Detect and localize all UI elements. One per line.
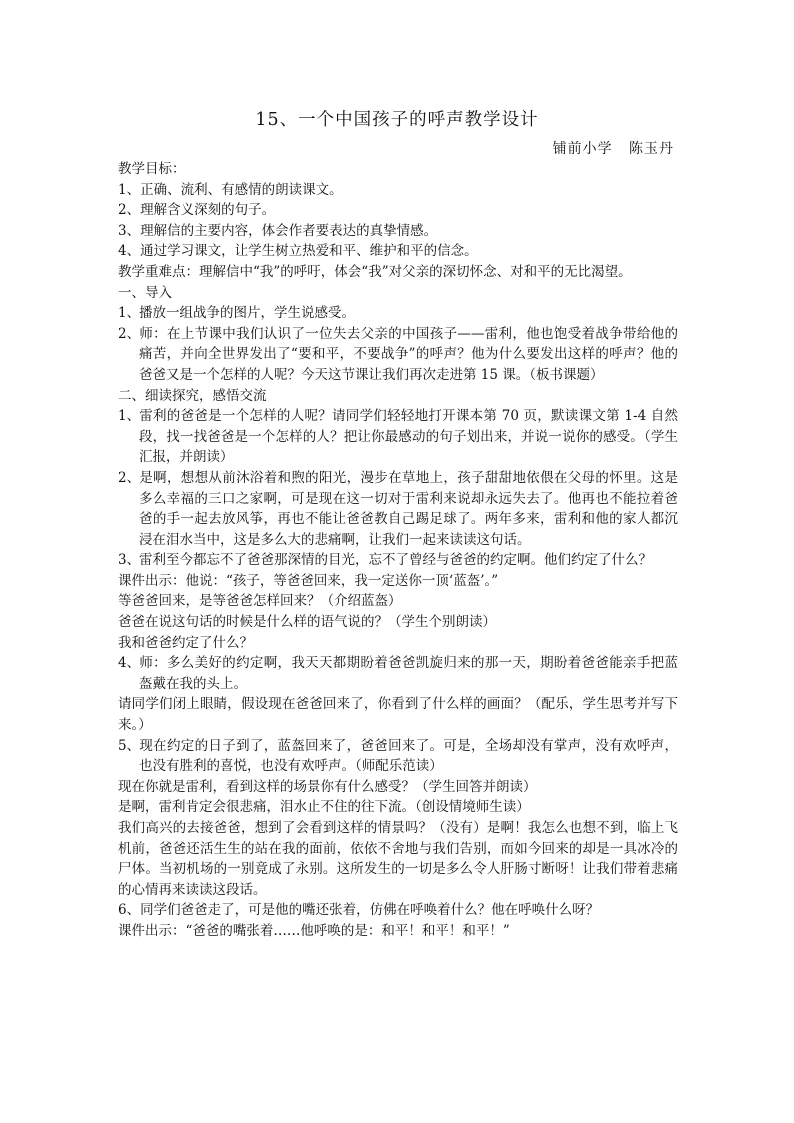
goal-item: 1、正确、流利、有感情的朗读课文。 [118, 181, 343, 198]
body-line: 6、同学们爸爸走了，可是他的嘴还张着，仿佛在呼唤着什么？他在呼唤什么呀？ [118, 902, 600, 919]
body-line: 我们高兴的去接爸爸，想到了会看到这样的情景吗？（没有）是啊！我怎么也想不到，临上飞机前，爸爸还活生生的站在我的面前，依依不舍地与我们告别，而如今回来的却是一具冰冷的尸体。当初机场的一别竟成了永别。这所发生的一切是多么令人肝肠寸断呀！让我们带着悲痛的心情再来读读这段话。 [118, 820, 678, 898]
body-line: 请同学们闭上眼睛，假设现在爸爸回来了，你看到了什么样的画面？（配乐，学生思考并写下来。） [118, 696, 678, 734]
list-number: 5、 [118, 737, 141, 754]
body-line: 爸爸在说这句话的时候是什么样的语气说的？（学生个别朗读） [118, 614, 496, 631]
body-line: 课件出示：他说：“孩子，等爸爸回来，我一定送你一顶‘蓝盔’。” [118, 572, 499, 589]
body-line: 等爸爸回来，是等爸爸怎样回来？（介绍蓝盔） [118, 593, 402, 610]
list-number: 2、 [118, 469, 141, 486]
goal-item: 2、理解含义深刻的句子。 [118, 202, 276, 219]
list-item [118, 303, 678, 324]
list-item [118, 736, 678, 777]
body-line: 现在你就是雷利，看到这样的场景你有什么感受？（学生回答并朗读） [118, 778, 537, 795]
list-item [118, 406, 678, 468]
goal-item: 4、通过学习课文，让学生树立热爱和平、维护和平的信念。 [118, 243, 478, 260]
list-number: 3、 [118, 552, 141, 569]
list-number: 2、 [118, 325, 141, 342]
list-number: 1、 [118, 408, 141, 425]
goals-heading: 教学目标： [118, 161, 186, 177]
key-points: 教学重难点：理解信中“我”的呼吁，体会“我”对父亲的深切怀念、对和平的无比渴望。 [118, 263, 632, 280]
section-heading: 一、导入 [118, 284, 172, 301]
page-title: 15、一个中国孩子的呼声教学设计 [255, 110, 539, 130]
list-item [118, 550, 678, 571]
section-heading: 二、细读探究，感悟交流 [118, 387, 267, 404]
body-line: 我和爸爸约定了什么？ [118, 634, 253, 651]
list-text: 雷利至今都忘不了爸爸那深情的目光，忘不了曾经与爸爸的约定啊。他们约定了什么？ [139, 552, 652, 569]
list-text: 现在约定的日子到了，蓝盔回来了，爸爸回来了。可是，全场却没有掌声，没有欢呼声，也没有胜利的喜悦，也没有欢呼声。（师配乐范读） [139, 737, 678, 775]
goal-item: 3、理解信的主要内容，体会作者要表达的真挚情感。 [118, 222, 438, 239]
list-item [118, 653, 678, 694]
list-text: 是啊，想想从前沐浴着和煦的阳光，漫步在草地上，孩子甜甜地依偎在父母的怀里。这是多么幸福的三口之家啊，可是现在这一切对于雷利来说却永远失去了。他再也不能拉着爸爸的手一起去放风筝，再也不能让爸爸教自己踢足球了。两年多来，雷利和他的家人都沉浸在泪水当中，这是多么大的悲痛啊，让我们一起来读读这句话。 [139, 469, 678, 548]
list-text: 师：在上节课中我们认识了一位失去父亲的中国孩子——雷利，他也饱受着战争带给他的痛苦，并向全世界发出了“要和平，不要战争”的呼声？他为什么要发出这样的呼声？他的爸爸又是一个怎样的人呢？今天这节课让我们再次走进第 15 课。（板书课题） [139, 325, 678, 383]
body-line: 是啊，雷利肯定会很悲痛，泪水止不住的往下流。（创设情境师生读） [118, 799, 530, 816]
list-item [118, 468, 678, 550]
list-text: 师：多么美好的约定啊，我天天都期盼着爸爸凯旋归来的那一天，期盼着爸爸能亲手把蓝盔戴在我的头上。 [139, 655, 678, 692]
body-line: 课件出示：“爸爸的嘴张着……他呼唤的是：和平！和平！和平！” [118, 922, 510, 939]
list-number: 1、 [118, 305, 141, 322]
list-text: 播放一组战争的图片，学生说感受。 [139, 305, 355, 322]
document-body [118, 159, 678, 942]
list-number: 4、 [118, 655, 141, 672]
list-item [118, 324, 678, 386]
list-text: 雷利的爸爸是一个怎样的人呢？请同学们轻轻地打开课本第 70 页，默读课文第 1-4 自然段，找一找爸爸是一个怎样的人？把让你最感动的句子划出来，并说一说你的感受。（学生汇报，并朗读） [139, 408, 678, 466]
author-line: 铺前小学 陈玉丹 [552, 141, 674, 157]
